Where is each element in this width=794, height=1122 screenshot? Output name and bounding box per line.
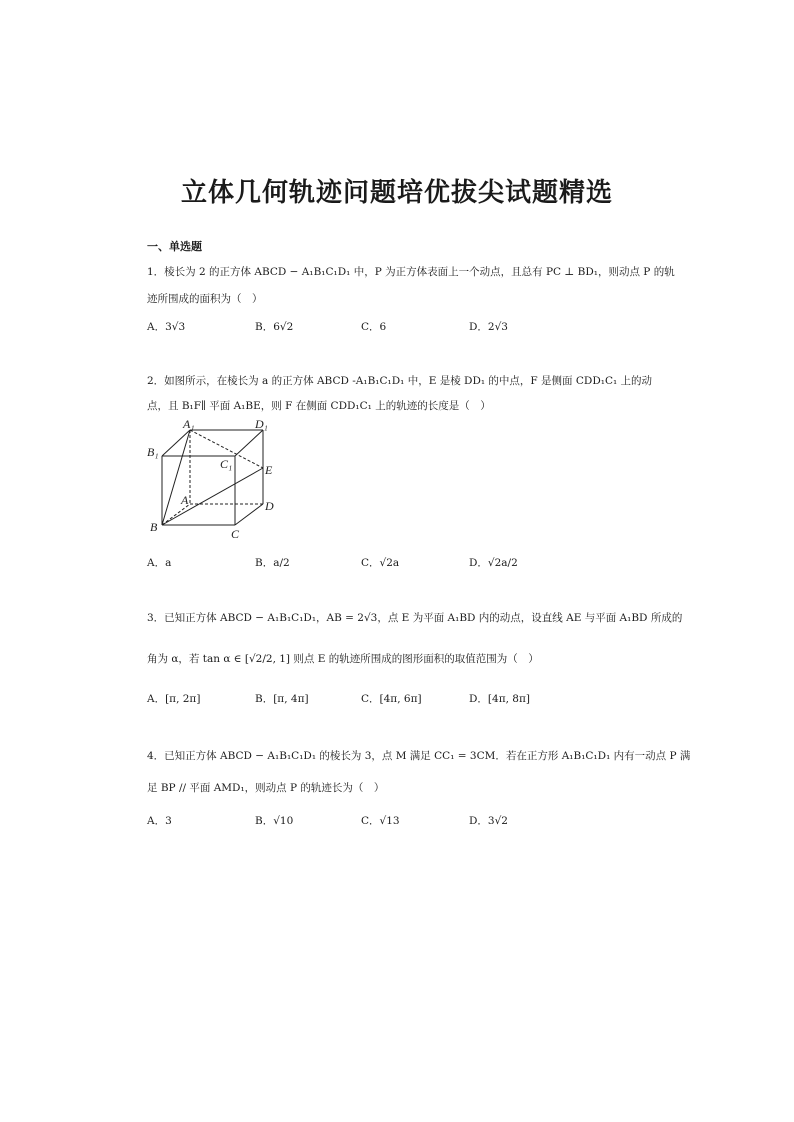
q1-line2: 迹所围成的面积为（ ） [147, 293, 263, 305]
q4-line1: 4．已知正方体 ABCD − A₁B₁C₁D₁ 的棱长为 3，点 M 满足 CC₁ = 3CM．若在正方形 A₁B₁C₁D₁ 内有一动点 P 满 [147, 750, 691, 762]
edge-c-d [235, 504, 263, 525]
q1-line1: 1．棱长为 2 的正方体 ABCD − A₁B₁C₁D₁ 中，P 为正方体表面上一个动点，且总有 PC ⊥ BD₁，则动点 P 的轨 [147, 266, 675, 278]
label-c1: C₁ [220, 457, 233, 471]
q3-option-a: A．[π, 2π] [147, 693, 201, 705]
q4-line2: 足 BP // 平面 AMD₁，则动点 P 的轨迹长为（ ） [147, 782, 385, 794]
q4-option-a: A．3 [147, 815, 172, 827]
q2-line1: 2．如图所示，在棱长为 a 的正方体 ABCD -A₁B₁C₁D₁ 中，E 是棱 DD₁ 的中点，F 是侧面 CDD₁C₁ 上的动 [147, 375, 653, 387]
q4-option-d: D．3√2 [469, 815, 508, 827]
q2-option-a: A．a [147, 557, 172, 569]
label-b: B [150, 520, 158, 534]
q4-option-b: B．√10 [255, 815, 294, 827]
page-title: 立体几何轨迹问题培优拔尖试题精选 [180, 178, 613, 208]
segment-b-a1 [162, 430, 190, 525]
q4-option-c: C．√13 [361, 815, 400, 827]
q1-option-d: D．2√3 [469, 321, 508, 333]
q1-option-a: A．3√3 [147, 321, 186, 333]
q3-option-c: C．[4π, 6π] [361, 693, 422, 705]
section-heading: 一、单选题 [147, 240, 202, 253]
label-d1: D₁ [255, 418, 268, 431]
label-e: E [265, 463, 273, 477]
q3-option-b: B．[π, 4π] [255, 693, 309, 705]
cube-figure [145, 418, 285, 543]
q3-option-d: D．[4π, 8π] [469, 693, 530, 705]
q2-option-d: D．√2a/2 [469, 557, 518, 569]
q2-option-c: C．√2a [361, 557, 400, 569]
hidden-edge-b-a [162, 504, 190, 525]
q1-option-c: C．6 [361, 321, 387, 333]
edge-c1-d1 [235, 430, 263, 456]
q3-line2: 角为 α，若 tan α ∈ [√2/2, 1] 则点 E 的轨迹所围成的图形面积的取值范围为（ ） [147, 653, 539, 665]
segment-b-e [162, 468, 263, 525]
q2-option-b: B．a/2 [255, 557, 290, 569]
label-d: D [265, 499, 274, 513]
q3-line1: 3．已知正方体 ABCD − A₁B₁C₁D₁，AB = 2√3，点 E 为平面 A₁BD 内的动点，设直线 AE 与平面 A₁BD 所成的 [147, 612, 683, 624]
label-c: C [231, 527, 240, 541]
q2-line2: 点，且 B₁F∥ 平面 A₁BE，则 F 在侧面 CDD₁C₁ 上的轨迹的长度是（ ） [147, 400, 491, 412]
q1-option-b: B．6√2 [255, 321, 294, 333]
label-b1: B₁ [147, 445, 159, 459]
label-a: A [181, 493, 189, 507]
label-a1: A₁ [183, 418, 195, 431]
